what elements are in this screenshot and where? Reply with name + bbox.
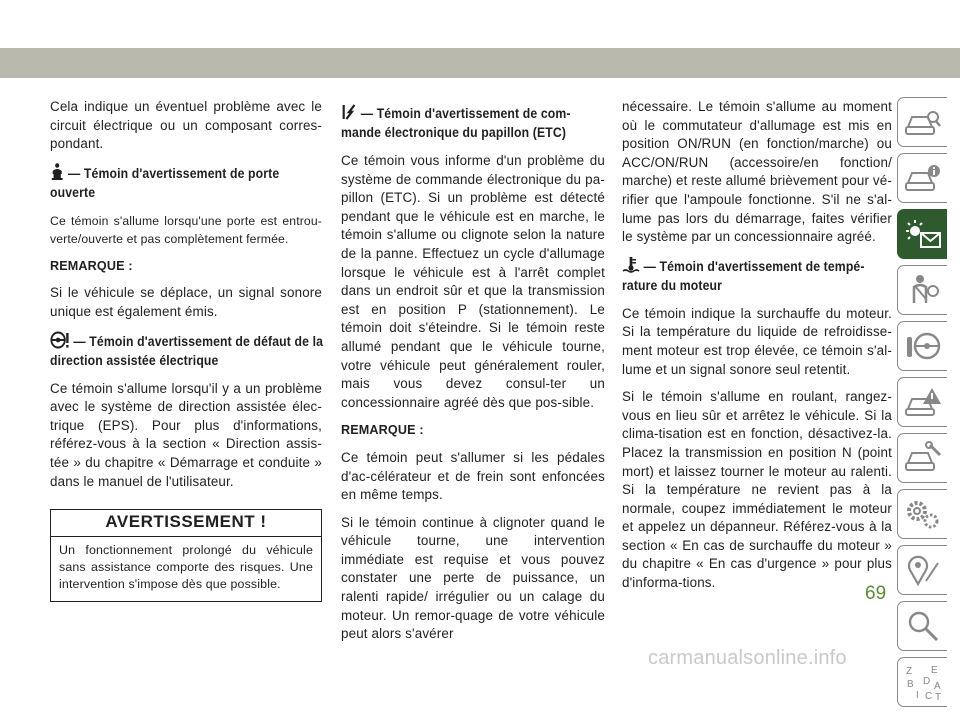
temp-warning-text-2: Si le témoin s'allume en roulant, rangez-vous en lieu sûr et arrêtez le véhicule. Si la clima-tisation est en fonction, désactivez-la. Placez la transmission en position N (point mort) et laissez tourner le moteur au ralenti. Si la température ne revient pas à la normale, coupez immédiatement le moteur et appelez un dépanneur. Référez-vous à la section « En cas de surchauffe du moteur » du chapitre « En cas d'urgence » pour plus d'informa-tions. xyxy=(622,389,892,591)
eps-warning-heading-text: — Témoin d'avertissement de défaut de la direction assistée électrique xyxy=(50,333,324,368)
steering-warning-icon xyxy=(50,331,70,349)
svg-text:T: T xyxy=(934,692,941,702)
etc-warning-heading-text: — Témoin d'avertissement de com-mande électronique du papillon (ETC) xyxy=(341,106,571,140)
header-band xyxy=(0,48,960,78)
tab-search[interactable] xyxy=(897,601,947,651)
remark-text: Si le véhicule se déplace, un signal sonore unique est également émis. xyxy=(50,285,322,319)
svg-text:E: E xyxy=(930,665,938,676)
tab-emergency[interactable] xyxy=(897,377,947,427)
warning-box xyxy=(50,509,322,602)
svg-text:C: C xyxy=(924,691,932,702)
door-warning-text: Ce témoin s'allume lorsqu'une porte est entrou-verte/ouverte et pas complètement fermée. xyxy=(50,213,322,246)
column-3 xyxy=(622,98,892,602)
temp-warning-heading-text: — Témoin d'avertissement de tempé-rature du moteur xyxy=(622,258,865,293)
intro-paragraph: Cela indique un éventuel problème avec le circuit électrique ou un composant corres-pondant. xyxy=(50,99,322,152)
warning-title: AVERTISSEMENT ! xyxy=(51,510,321,537)
hazard-car-icon xyxy=(904,385,942,419)
remark-label: REMARQUE : xyxy=(50,258,133,273)
eps-warning-text: Ce témoin s'allume lorsqu'il y a un problème avec le système de direction assistée élec-trique (EPS). Pour plus d'informations, référez-vous à la section « Direction assis-tée » du chapitre « Démarrage et conduite » dans le manuel de l'utilisateur. xyxy=(50,380,322,489)
svg-text:A: A xyxy=(933,681,941,692)
warning-text: Un fonctionnement prolongé du véhicule sans assistance comporte des risques. Une intervention s'impose dès que possible. xyxy=(59,542,313,591)
remark-text-2: Ce témoin peut s'allumer si les pédales d'ac-célérateur et de frein sont enfoncées en même temps. xyxy=(341,449,605,503)
tab-driving[interactable] xyxy=(897,321,947,371)
map-pin-icon xyxy=(904,553,942,587)
tab-navigation[interactable] xyxy=(897,545,947,595)
tab-safety[interactable] xyxy=(897,265,947,315)
door-warning-heading-text: — Témoin d'avertissement de porte ouverte xyxy=(50,165,280,200)
eps-warning-heading xyxy=(50,331,324,370)
column-2 xyxy=(341,97,605,653)
etc-warning-text-2: Si le témoin continue à clignoter quand le véhicule tourne, une intervention immédiate est requise et vous pouvez constater une perte de puissance, un ralenti rapide/ irrégulier ou un calage du moteur. Un remor-quage de votre véhicule peut alors s'avérer xyxy=(341,514,605,642)
tab-maintenance[interactable] xyxy=(897,433,947,483)
warning-light-message-icon xyxy=(903,217,943,251)
car-info-icon xyxy=(904,161,942,195)
page-number: 69 xyxy=(865,583,887,604)
coolant-temperature-icon xyxy=(622,256,640,274)
alphabet-index-icon xyxy=(903,662,943,702)
chapter-tab-bar xyxy=(897,97,947,713)
tab-car-search[interactable] xyxy=(897,97,947,147)
seatbelt-airbag-icon xyxy=(906,273,940,307)
temp-warning-text-1: Ce témoin indique la surchauffe du moteur. Si la température du liquide de refroidisse-ment moteur est trop élevée, ce témoin s'al-lume et un signal sonore seul retentit. xyxy=(622,305,892,377)
door-warning-heading xyxy=(50,163,324,202)
tab-warning-lights[interactable] xyxy=(897,209,947,259)
svg-text:Z: Z xyxy=(905,666,912,677)
steering-wheel-icon xyxy=(904,329,942,363)
tab-index[interactable] xyxy=(897,657,947,707)
temp-warning-heading xyxy=(622,256,894,295)
tab-car-info[interactable] xyxy=(897,153,947,203)
svg-text:I: I xyxy=(915,690,919,701)
car-search-icon xyxy=(904,105,942,139)
etc-warning-heading xyxy=(341,103,607,142)
etc-continued-text: nécessaire. Le témoin s'allume au moment où le commutateur d'allumage est mis en position ON/RUN (en fonction/marche) ou ACC/ON/RUN (accessoire/en fonction/ marche) et reste allumé brièvement pour vé-rifier que l'ampoule fonctionne. S'il ne s'al-lume pas lors du démarrage, faites vérifier le système par un concessionnaire agréé. xyxy=(622,99,892,245)
svg-text:B: B xyxy=(906,679,914,690)
search-magnifier-icon xyxy=(904,609,942,643)
remark-label-2: REMARQUE : xyxy=(341,423,424,438)
settings-gear-icon xyxy=(904,497,942,531)
column-1 xyxy=(50,98,322,602)
svg-text:D: D xyxy=(922,676,930,687)
etc-warning-text: Ce témoin vous informe d'un problème du système de commande électronique du pa-pillon (ETC). Si un problème est détecté pendant que le véhicule est en marche, le témoin s'allume ou clignote selon la nature de la panne. Effectuez un cycle d'allumage lorsque le véhicule est à l'arrêt complet dans un endroit sûr et que la transmission est en position P (stationnement). Le témoin doit s'éteindre. Si le témoin reste allumé pendant que le véhicule tourne, votre véhicule peut généralement rouler, mais vous devez consul-ter un concessionnaire agréé dès que pos-sible. xyxy=(341,153,605,410)
throttle-lightning-icon xyxy=(341,103,357,121)
watermark: carmanualsonline.info xyxy=(648,647,847,669)
tab-specifications[interactable] xyxy=(897,489,947,539)
car-wrench-icon xyxy=(904,441,942,475)
open-door-warning-icon xyxy=(50,163,64,181)
